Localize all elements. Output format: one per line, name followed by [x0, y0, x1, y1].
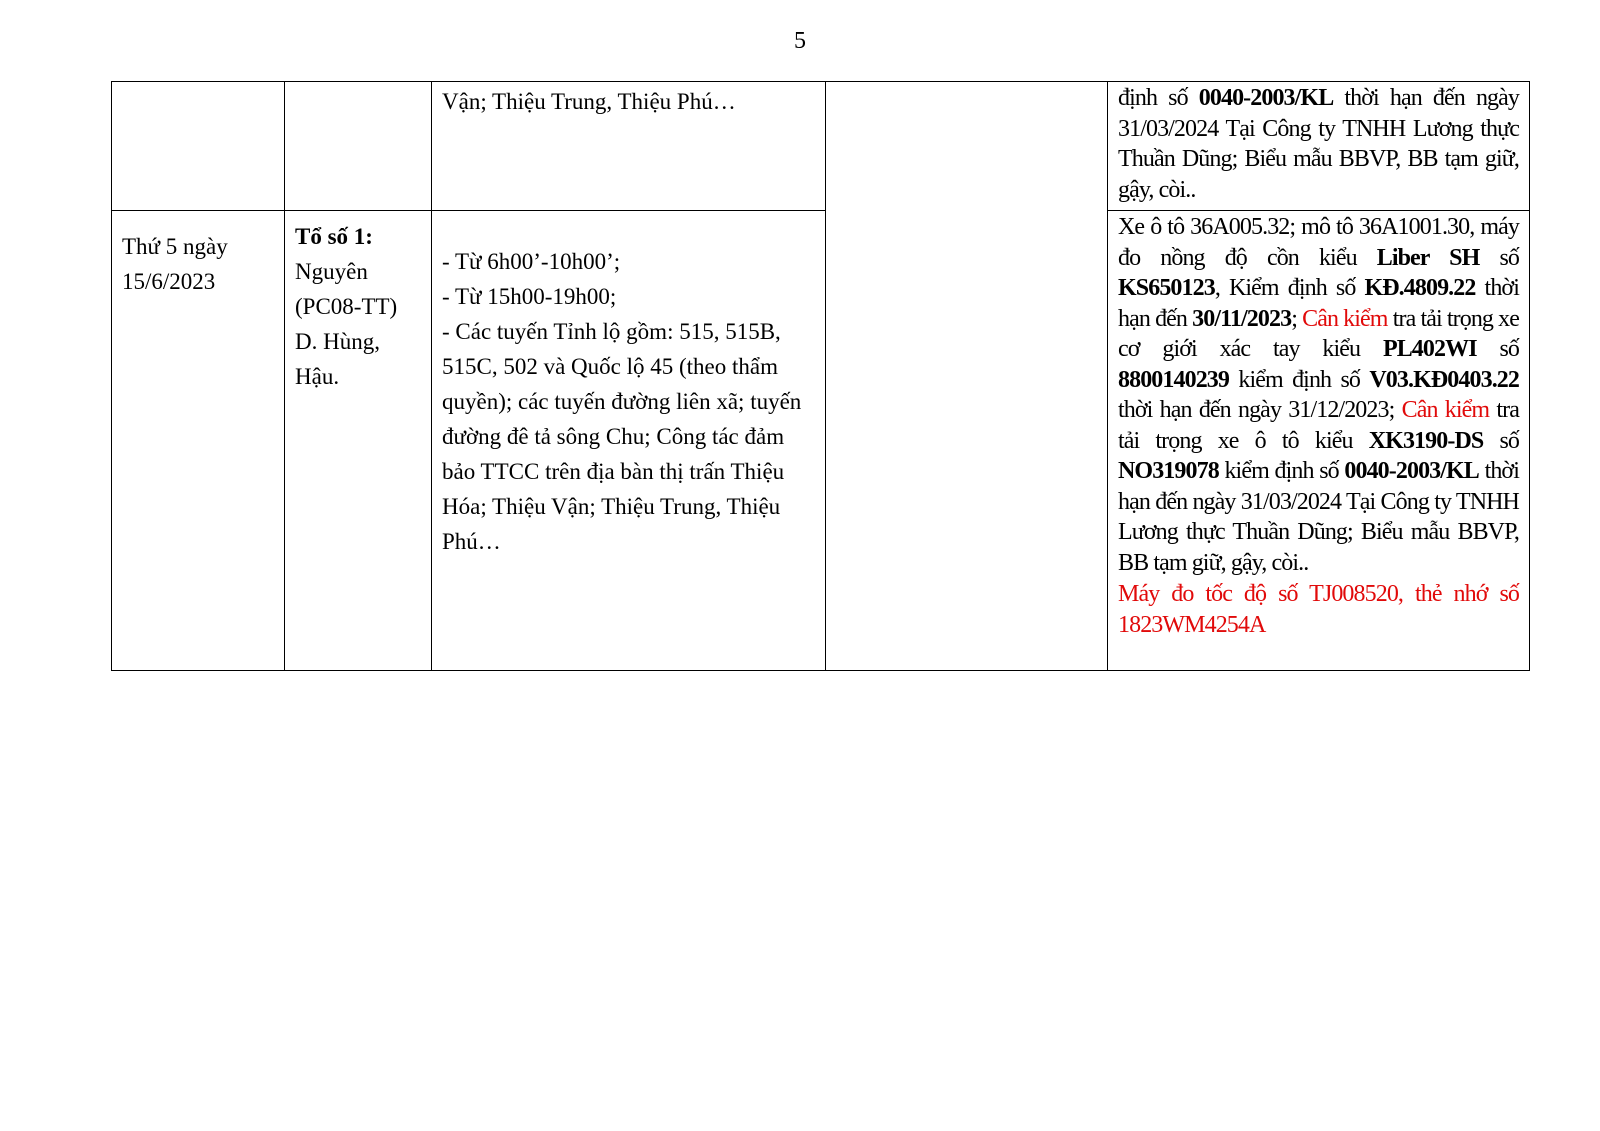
bold-value: 30/11/2023 [1192, 305, 1292, 332]
highlight-text: Cân kiểm [1401, 397, 1490, 423]
equipment-cell [1108, 211, 1530, 671]
bold-value: XK3190-DS [1368, 427, 1484, 454]
text-run: thời hạn đến ngày 31/03/2024 Tại Công ty TNHH Lương thực Thuần Dũng; Biểu mẫu BBVP, BB tạm giữ, gậy, còi.. [1118, 458, 1519, 576]
text-run: tra tải trọng xe ô tô kiểu [1118, 397, 1520, 454]
highlight-text: Cân kiểm [1302, 305, 1388, 332]
team-member: Nguyên [295, 259, 368, 284]
team-member: D. Hùng, [295, 329, 380, 354]
bold-value: Liber SH [1376, 244, 1480, 271]
text-run: số [1476, 336, 1519, 362]
bold-value: PL402WI [1382, 336, 1477, 362]
date-text [122, 211, 274, 299]
bold-value: 0040-2003/KL [1198, 85, 1334, 111]
bold-value: 8800140239 [1118, 366, 1230, 393]
area-cell [432, 211, 826, 671]
text-run: , Kiểm định số [1214, 275, 1365, 301]
team-cell [285, 82, 432, 211]
text-run: thời hạn đến [1118, 275, 1519, 332]
text-run: tra tải trọng xe cơ giới xác tay kiểu [1118, 305, 1520, 362]
team-member: Hậu. [295, 364, 340, 389]
area-text: Vận; Thiệu Trung, Thiệu Phú… [442, 89, 736, 114]
page-number: 5 [794, 28, 806, 54]
text-run: ; [1291, 305, 1303, 332]
bold-value: KS650123 [1118, 275, 1215, 301]
bold-value: V03.KĐ0403.22 [1369, 366, 1519, 393]
text-run: thời hạn đến ngày 31/03/2024 Tại Công ty TNHH Lương thực Thuần Dũng; Biểu mẫu BBVP, BB tạm giữ, gậy, còi.. [1118, 85, 1519, 203]
equipment-text [1118, 211, 1519, 578]
bold-value: 0040-2003/KL [1344, 458, 1479, 484]
text-run: Xe ô tô 36A005.32; mô tô 36A1001.30, máy đo nồng độ cồn kiểu [1118, 214, 1519, 271]
equipment-cell [1108, 82, 1530, 211]
team-cell [285, 211, 432, 671]
text-run: kiểm định số [1229, 366, 1370, 393]
bold-value: KĐ.4809.22 [1364, 275, 1476, 301]
equipment-text [1118, 82, 1519, 205]
text-run: số [1479, 244, 1519, 271]
text-run: định số [1118, 85, 1199, 111]
team-text [295, 211, 421, 394]
date-cell [112, 211, 285, 671]
text-run: thời hạn đến ngày 31/12/2023; [1118, 397, 1402, 423]
bold-value: NO319078 [1118, 458, 1219, 484]
area-line: - Từ 6h00’-10h00’; [442, 249, 621, 274]
date-cell [112, 82, 285, 211]
schedule-table [111, 81, 1530, 671]
text-run: số [1483, 427, 1519, 454]
area-line: - Từ 15h00-19h00; [442, 284, 617, 309]
table-row [112, 82, 1530, 211]
date-value: 15/6/2023 [122, 269, 216, 294]
team-title: Tổ số 1: [295, 224, 373, 249]
empty-cell [826, 82, 1108, 671]
text-run: kiểm định số [1218, 458, 1345, 484]
team-member: (PC08-TT) [295, 294, 398, 319]
area-cell [432, 82, 826, 211]
date-weekday: Thứ 5 ngày [122, 234, 228, 259]
speed-device-text: Máy đo tốc độ số TJ008520, thẻ nhớ số 1823WM4254A [1118, 581, 1519, 638]
area-line: - Các tuyến Tỉnh lộ gồm: 515, 515B, 515C, 502 và Quốc lộ 45 (theo thẩm quyền); các tuyến đường liên xã; tuyến đường đê tả sông Chu; Công tác đảm bảo TTCC trên địa bàn thị trấn Thiệu Hóa; Thiệu Vận; Thiệu Trung, Thiệu Phú… [442, 319, 802, 554]
area-text [442, 211, 815, 559]
table-row [112, 211, 1530, 671]
